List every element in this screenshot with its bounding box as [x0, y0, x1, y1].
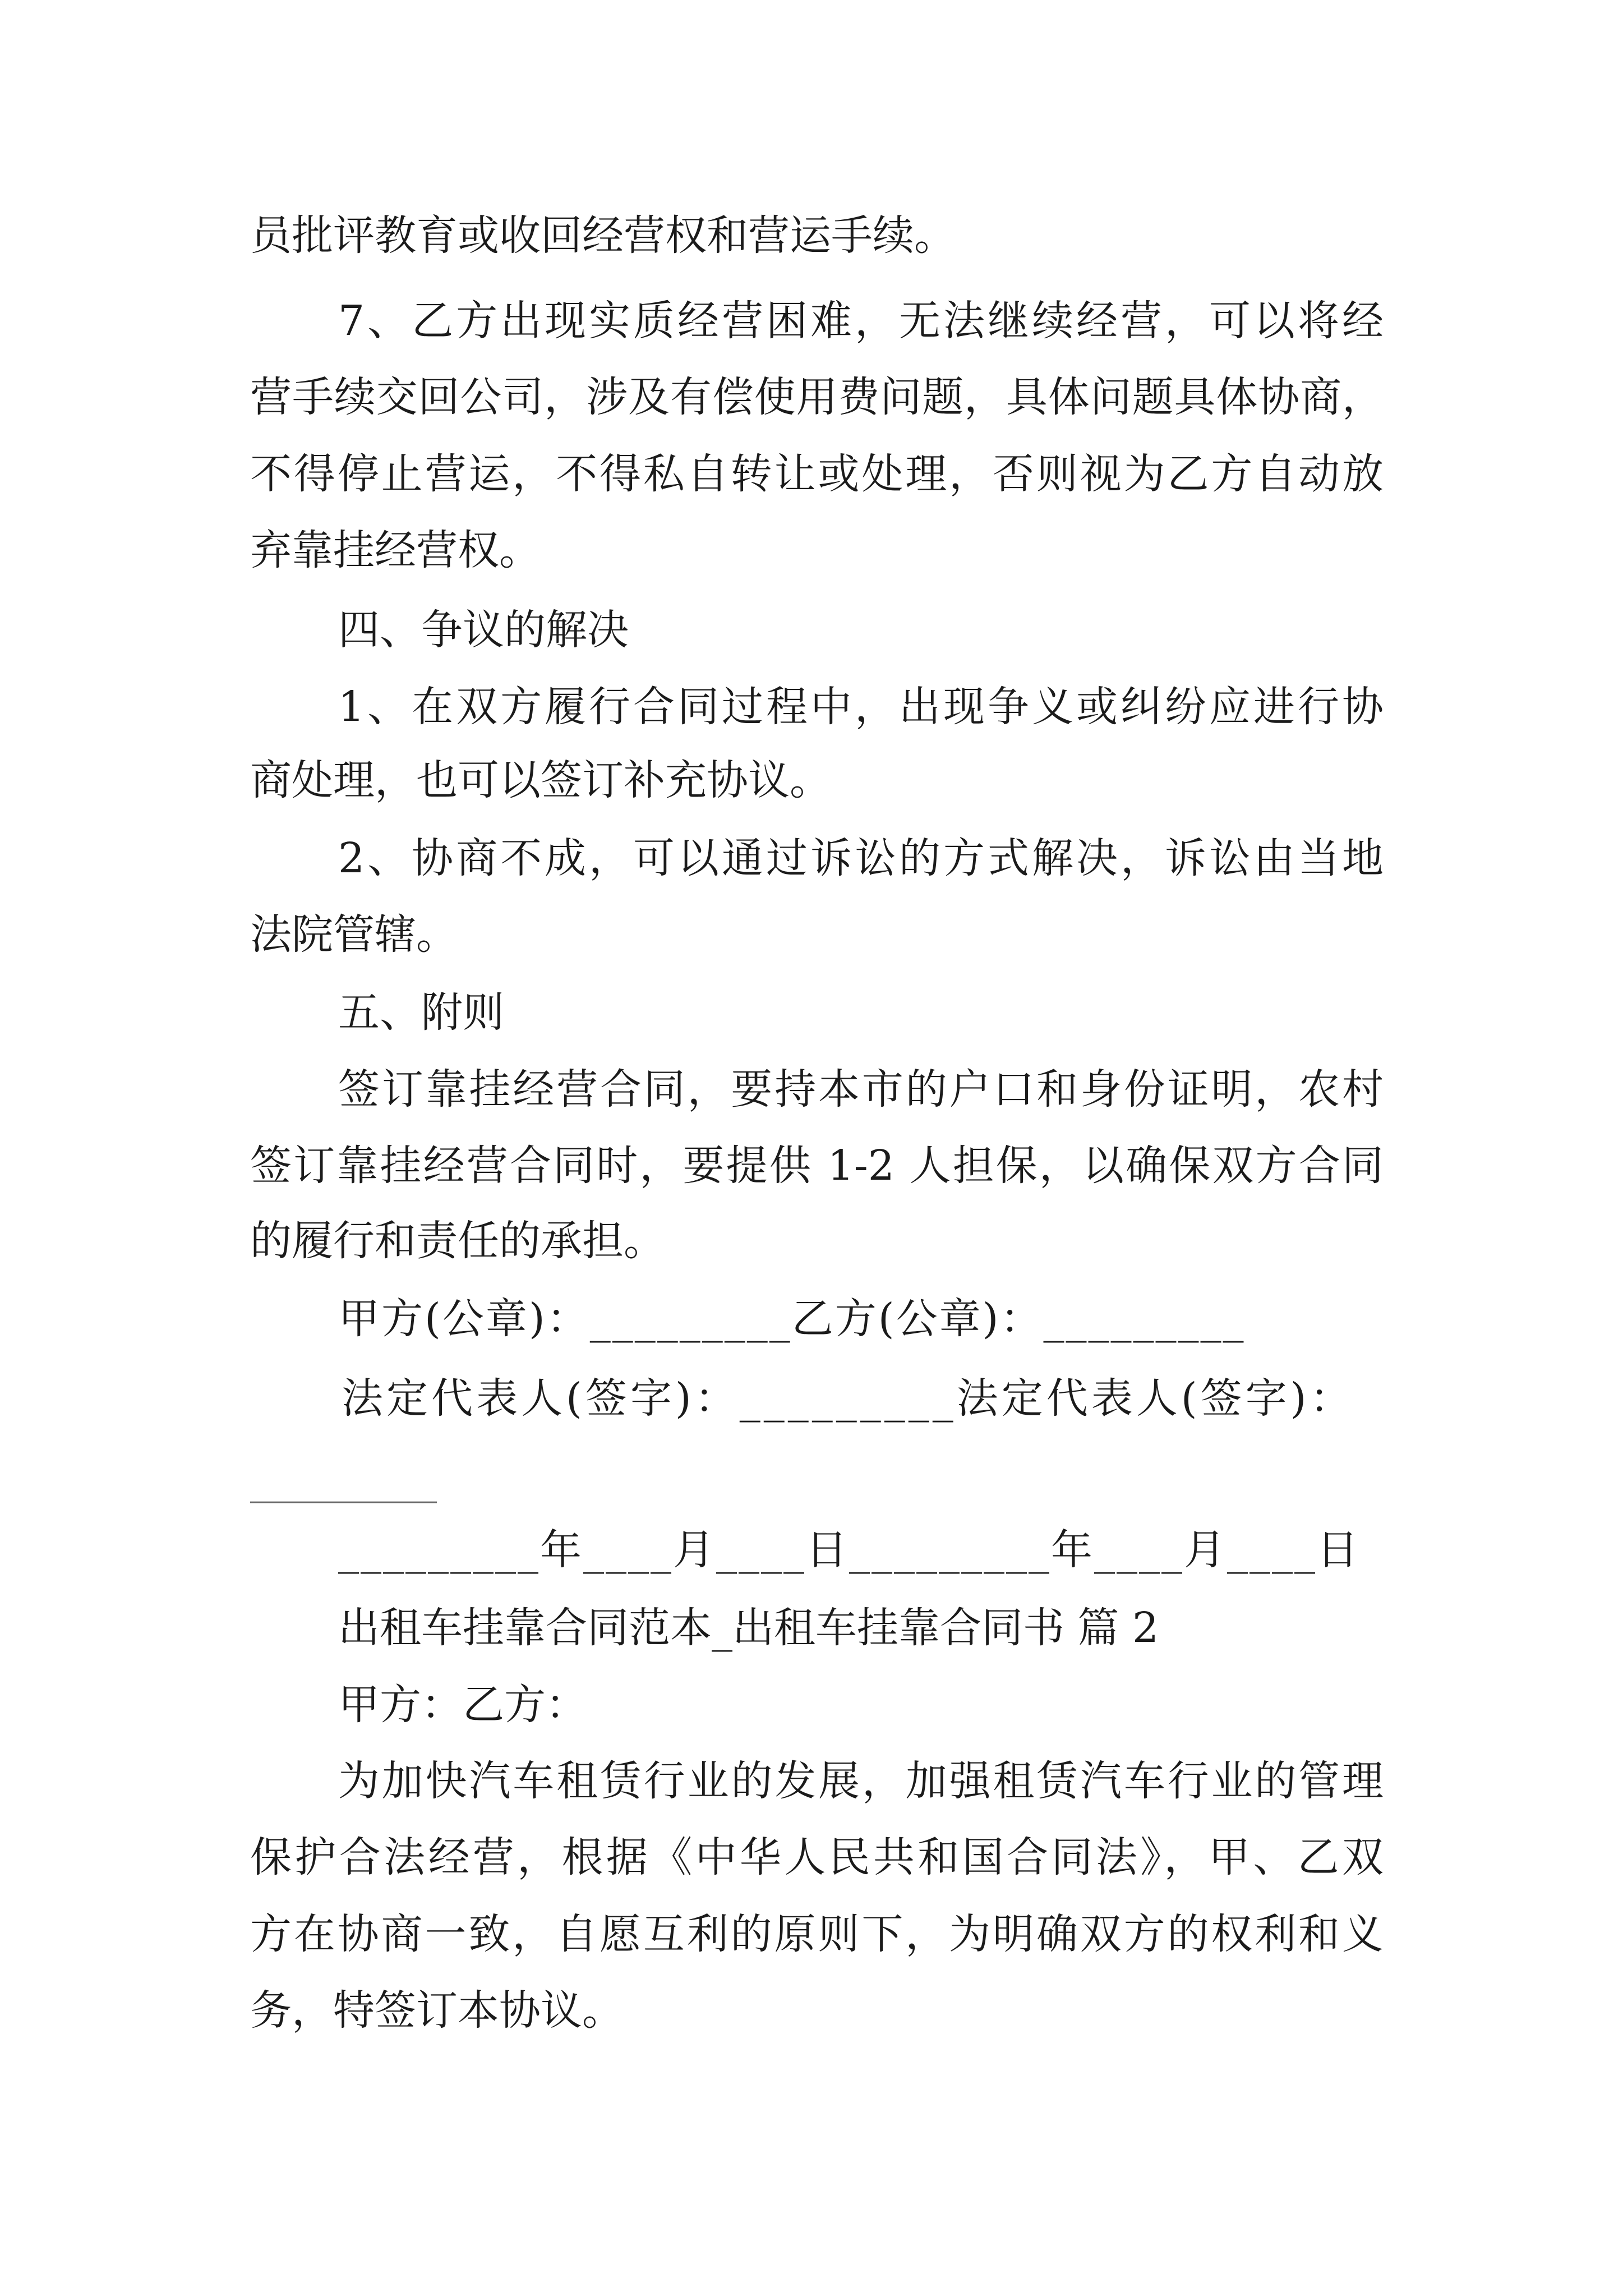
article-2-intro-line: 保护合法经营，根据《中华人民共和国合同法》，甲、乙双	[250, 1833, 1384, 1881]
section-5-body-line: 的履行和责任的承担。	[250, 1217, 665, 1265]
clause-6-tail-line: 员批评教育或收回经营权和营运手续。	[250, 211, 956, 260]
clause-7-line: 营手续交回公司，涉及有偿使用费问题，具体问题具体协商，	[250, 373, 1384, 421]
date-line: _________年____月____日_________年____月____日	[338, 1526, 1360, 1574]
article-2-parties: 甲方：乙方：	[338, 1681, 587, 1729]
section-5-heading: 五、附则	[338, 988, 504, 1037]
article-2-intro-line: 为加快汽车租赁行业的发展，加强租赁汽车行业的管理	[338, 1757, 1384, 1805]
clause-7-line: 不得停止营运，不得私自转让或处理，否则视为乙方自动放	[250, 450, 1384, 498]
section-4-heading: 四、争议的解决	[338, 606, 629, 654]
section-5-body-line: 签订靠挂经营合同时，要提供 1-2 人担保，以确保双方合同	[250, 1142, 1384, 1190]
section-4-item-1-line: 商处理，也可以签订补充协议。	[250, 756, 831, 804]
clause-7-line: 7、乙方出现实质经营困难，无法继续经营，可以将经	[338, 297, 1384, 345]
representative-line: 法定代表人(签字)：_________法定代表人(签字)：	[342, 1374, 1355, 1423]
section-4-item-2-line: 法院管辖。	[250, 910, 458, 959]
section-4-item-1-line: 1、在双方履行合同过程中，出现争义或纠纷应进行协	[338, 683, 1384, 731]
article-2-intro-line: 务，特签订本协议。	[250, 1986, 624, 2035]
article-2-intro-line: 方在协商一致，自愿互利的原则下，为明确双方的权利和义	[250, 1910, 1384, 1958]
section-4-item-2-line: 2、协商不成，可以通过诉讼的方式解决，诉讼由当地	[338, 834, 1384, 882]
seal-line: 甲方(公章)：_________乙方(公章)：_________	[338, 1295, 1246, 1343]
representative-signature-blank: _________	[250, 1455, 437, 1503]
clause-7-line: 弃靠挂经营权。	[250, 526, 541, 574]
article-2-title: 出租车挂靠合同范本_出租车挂靠合同书 篇 2	[338, 1604, 1159, 1652]
section-5-body-line: 签订靠挂经营合同，要持本市的户口和身份证明，农村	[338, 1065, 1384, 1114]
